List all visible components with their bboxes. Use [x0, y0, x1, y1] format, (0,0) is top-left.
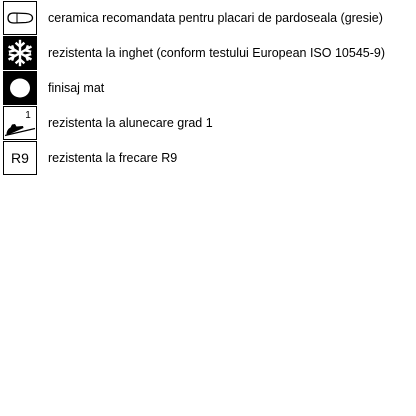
friction-rating-badge: R9 — [11, 150, 29, 166]
legend-item-friction-rating — [3, 141, 413, 177]
legend-item-label: finisaj mat — [48, 81, 105, 95]
legend-item-frost-resistance — [3, 36, 413, 72]
legend-item-slip-resistance — [3, 106, 413, 142]
slip-resistance-icon — [3, 106, 37, 140]
footprint-icon — [3, 1, 37, 35]
matte-finish-icon — [3, 71, 37, 105]
legend-item-floor-tile — [3, 1, 413, 37]
legend-item-label: ceramica recomandata pentru placari de pardoseala (gresie) — [48, 11, 383, 25]
legend-item-label: rezistenta la frecare R9 — [48, 151, 178, 165]
slip-grade-number: 1 — [25, 110, 31, 121]
legend-item-matte-finish — [3, 71, 413, 107]
frost-icon — [3, 36, 37, 70]
friction-rating-icon — [3, 141, 37, 175]
legend-item-label: rezistenta la alunecare grad 1 — [48, 116, 213, 130]
legend-item-label: rezistenta la inghet (conform testului European ISO 10545-9) — [48, 46, 385, 60]
